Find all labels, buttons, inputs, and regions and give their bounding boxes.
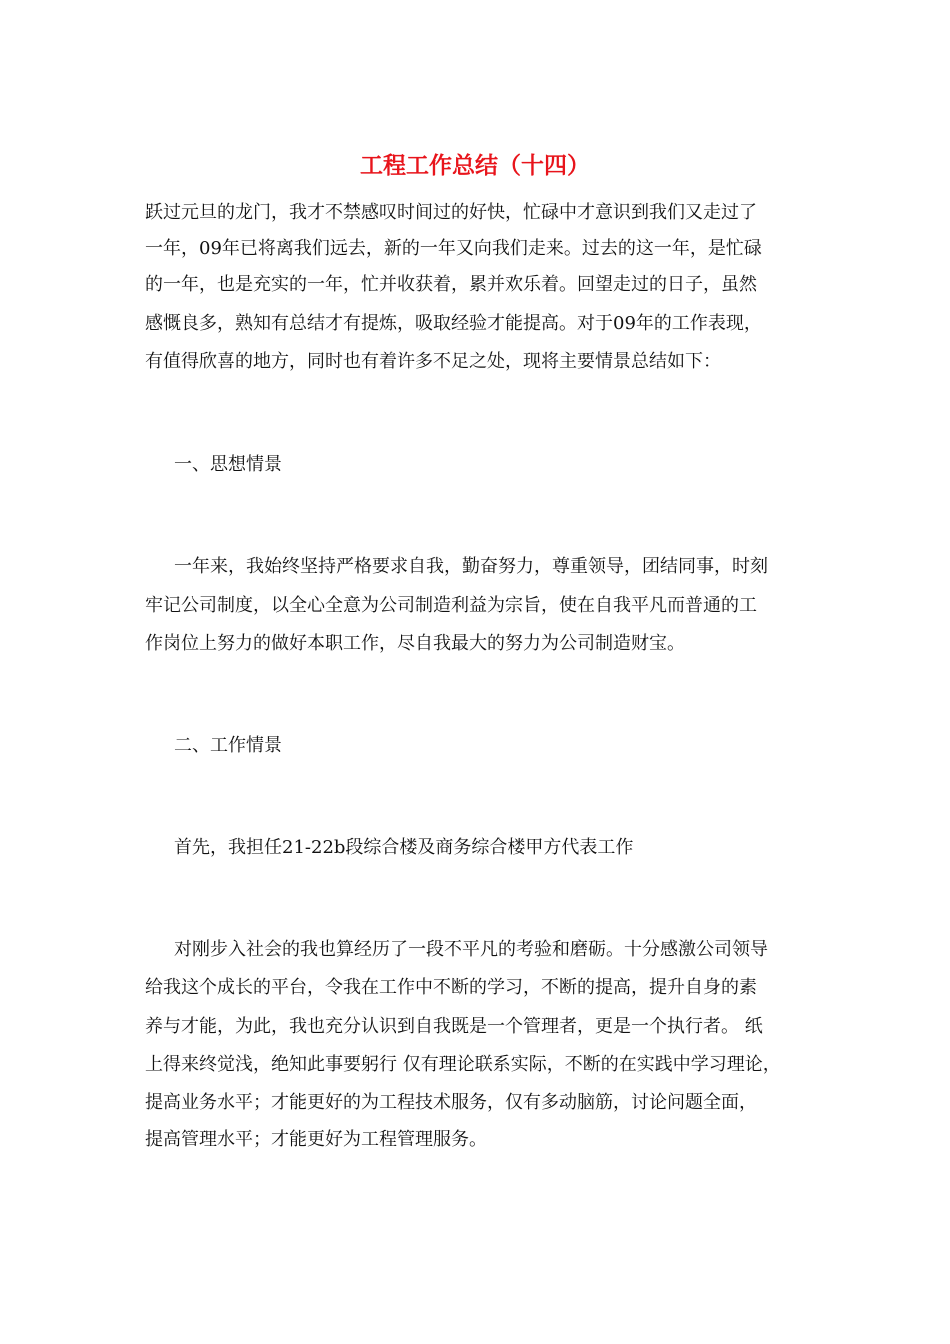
document-title: 工程工作总结（十四） [360,152,590,179]
section2-line-5: 提高业务水平；才能更好的为工程技术服务，仅有多动脑筋，讨论问题全面， [145,1092,757,1113]
section1-line-3: 作岗位上努力的做好本职工作，尽自我最大的努力为公司制造财宝。 [145,633,685,654]
section1-heading: 一、思想情景 [174,454,282,475]
intro-line-3: 的一年，也是充实的一年，忙并收获着，累并欢乐着。回望走过的日子，虽然 [145,274,757,295]
section2-first-line: 首先，我担任21-22b段综合楼及商务综合楼甲方代表工作 [174,837,634,858]
section1-line-2: 牢记公司制度，以全心全意为公司制造利益为宗旨，使在自我平凡而普通的工 [145,595,757,616]
section2-line-3: 养与才能，为此，我也充分认识到自我既是一个管理者，更是一个执行者。 纸 [145,1016,763,1037]
section1-line-1: 一年来，我始终坚持严格要求自我，勤奋努力，尊重领导，团结同事，时刻 [174,556,768,577]
intro-line-2: 一年，09年已将离我们远去，新的一年又向我们走来。过去的这一年，是忙碌 [145,238,762,259]
section2-line-1: 对刚步入社会的我也算经历了一段不平凡的考验和磨砺。十分感激公司领导 [174,939,768,960]
intro-line-5: 有值得欣喜的地方，同时也有着许多不足之处，现将主要情景总结如下： [145,351,721,372]
section2-heading: 二、工作情景 [174,735,282,756]
intro-line-1: 跃过元旦的龙门，我才不禁感叹时间过的好快，忙碌中才意识到我们又走过了 [145,202,757,223]
section2-line-2: 给我这个成长的平台，令我在工作中不断的学习，不断的提高，提升自身的素 [145,977,757,998]
intro-line-4: 感慨良多，熟知有总结才有提炼，吸取经验才能提高。对于09年的工作表现， [145,313,762,334]
section2-line-6: 提高管理水平；才能更好为工程管理服务。 [145,1129,487,1150]
section2-line-4: 上得来终觉浅，绝知此事要躬行 仅有理论联系实际，不断的在实践中学习理论， [145,1054,781,1075]
